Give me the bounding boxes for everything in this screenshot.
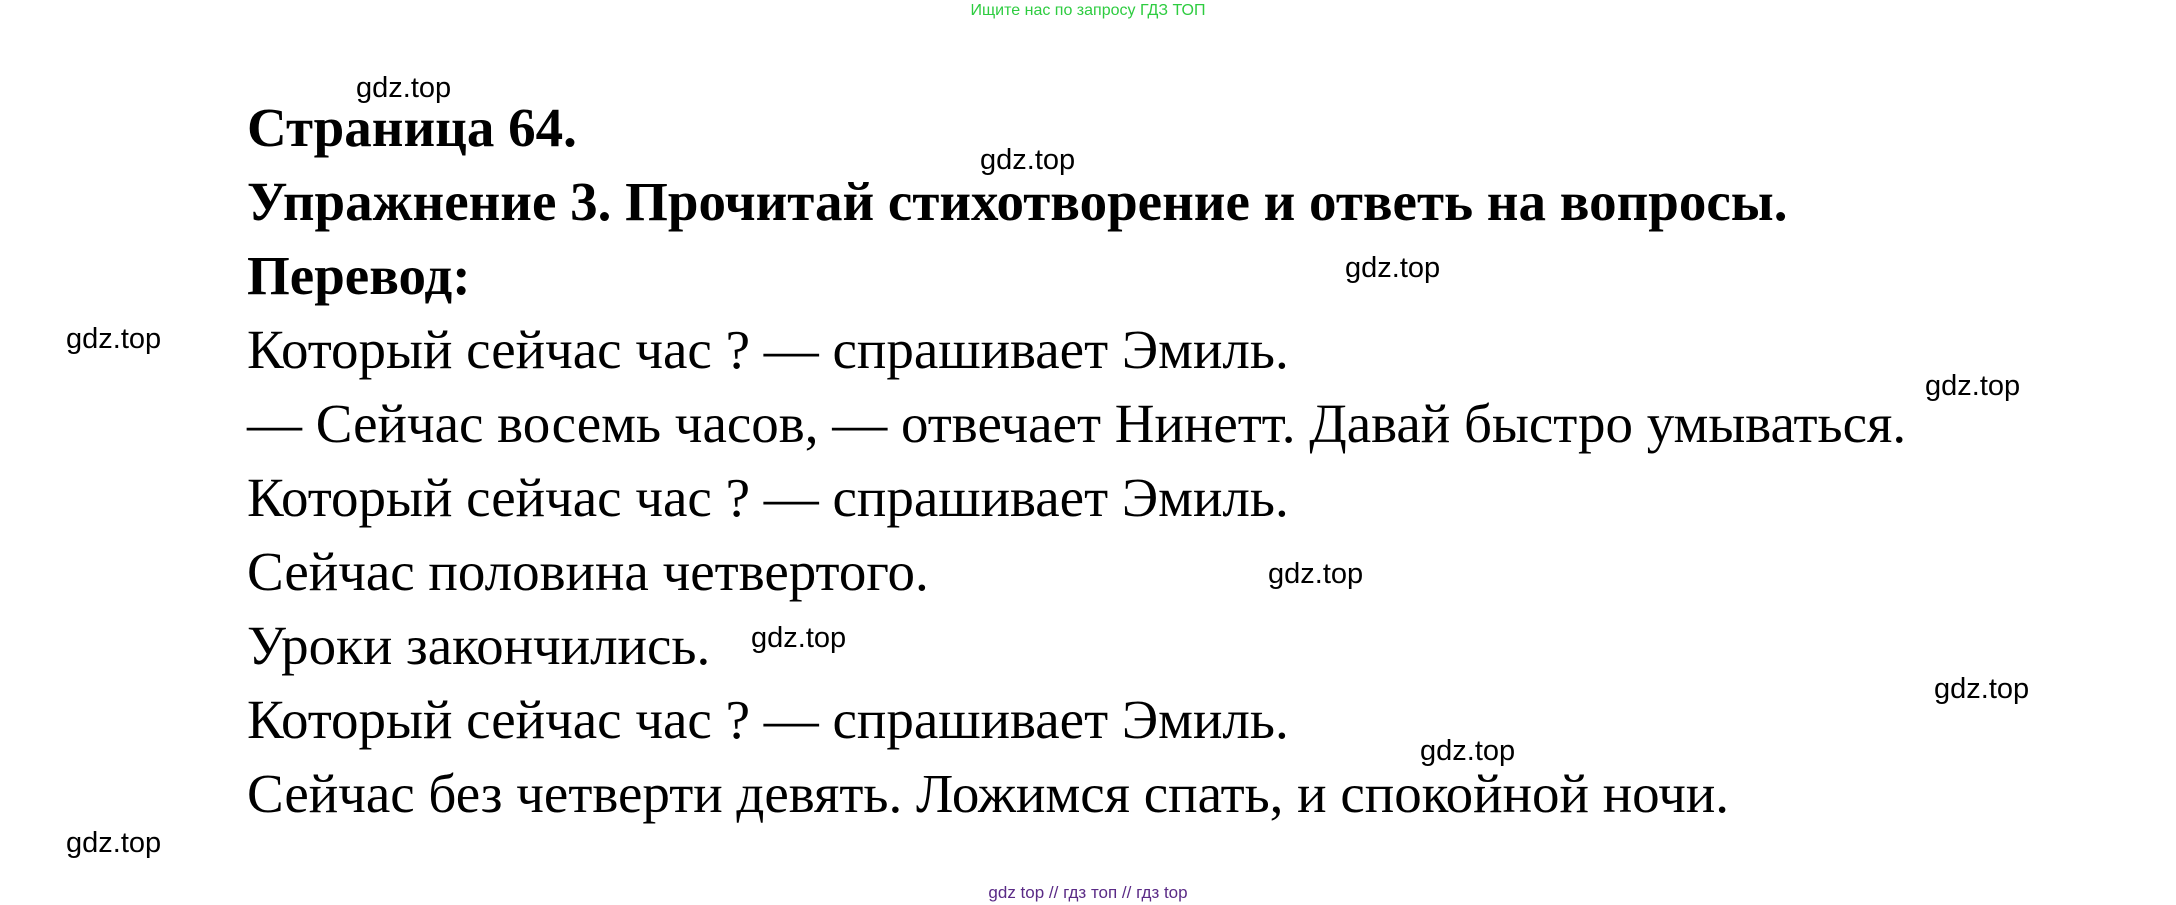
watermark: gdz.top	[751, 622, 847, 654]
watermark: gdz.top	[1345, 252, 1441, 284]
watermark: gdz.top	[1268, 558, 1364, 590]
text-line-6: Который сейчас час ? — спрашивает Эмиль.	[247, 689, 1289, 750]
watermark: gdz.top	[66, 323, 162, 355]
watermark: gdz.top	[66, 827, 162, 859]
exercise-title: Упражнение 3. Прочитай стихотворение и ответь на вопросы.	[247, 171, 1788, 232]
footer: gdz top // гдз топ // гдз top	[988, 883, 1188, 902]
translation-label: Перевод:	[247, 245, 471, 306]
document-body	[247, 91, 1906, 831]
text-line-5: Уроки закончились.	[247, 615, 711, 676]
text-line-1: Который сейчас час ? — спрашивает Эмиль.	[247, 319, 1289, 380]
watermark: gdz.top	[1420, 735, 1516, 767]
text-line-2: — Сейчас восемь часов, — отвечает Нинетт. Давай быстро умываться.	[247, 393, 1907, 454]
watermark: gdz.top	[1925, 370, 2021, 402]
watermark: gdz.top	[356, 72, 452, 104]
text-line-7: Сейчас без четверти девять. Ложимся спать, и спокойной ночи.	[247, 763, 1730, 824]
watermark: gdz.top	[1934, 673, 2030, 705]
top-banner: Ищите нас по запросу ГДЗ ТОП	[970, 2, 1206, 19]
watermark: gdz.top	[980, 144, 1076, 176]
page-title: Страница 64.	[247, 97, 577, 158]
text-line-3: Который сейчас час ? — спрашивает Эмиль.	[247, 467, 1289, 528]
text-line-4: Сейчас половина четвертого.	[247, 541, 929, 602]
